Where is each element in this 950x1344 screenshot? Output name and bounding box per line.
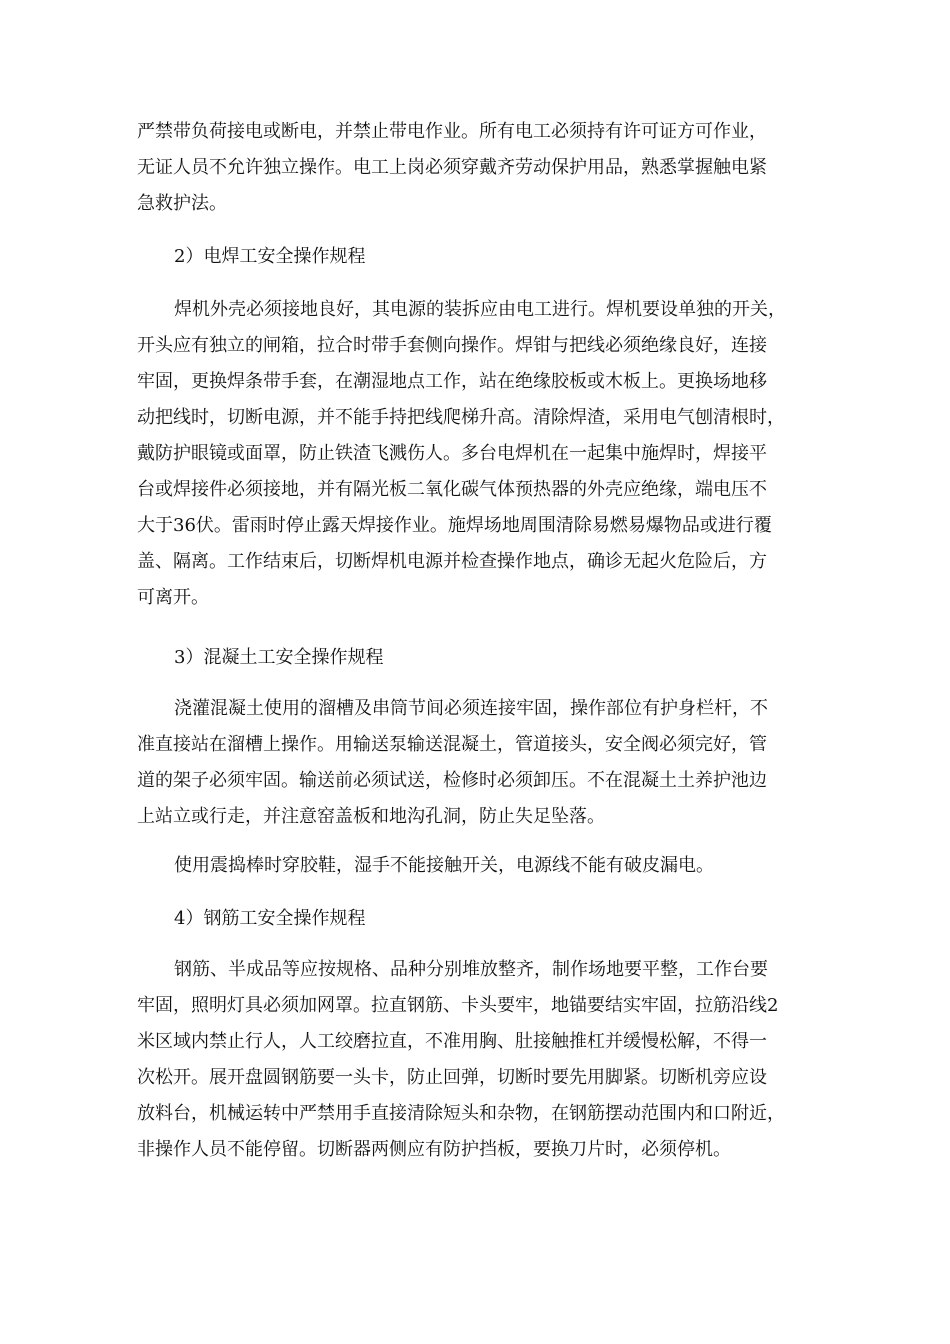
paragraph-line: 急救护法。 — [137, 193, 227, 214]
paragraph-line: 钢筋、半成品等应按规格、品种分别堆放整齐，制作场地要平整，工作台要 — [174, 959, 768, 980]
paragraph-line: 焊机外壳必须接地良好，其电源的装拆应由电工进行。焊机要设单独的开关， — [174, 299, 786, 320]
section-heading-rebar: 4）钢筋工安全操作规程 — [174, 908, 366, 929]
paragraph-line: 放料台，机械运转中严禁用手直接清除短头和杂物，在钢筋摆动范围内和口附近， — [137, 1103, 785, 1124]
paragraph-line: 可离开。 — [137, 587, 209, 608]
paragraph-line: 道的架子必须牢固。输送前必须试送，检修时必须卸压。不在混凝土土养护池边 — [137, 770, 767, 791]
paragraph-line: 牢固，更换焊条带手套，在潮湿地点工作，站在绝缘胶板或木板上。更换场地移 — [137, 371, 767, 392]
paragraph-line: 严禁带负荷接电或断电，并禁止带电作业。所有电工必须持有许可证方可作业， — [137, 121, 767, 142]
paragraph-line: 大于36伏。雷雨时停止露天焊接作业。施焊场地周围清除易燃易爆物品或进行覆 — [137, 515, 772, 536]
paragraph-line: 使用震捣棒时穿胶鞋，湿手不能接触开关，电源线不能有破皮漏电。 — [174, 855, 714, 876]
section-heading-welder: 2）电焊工安全操作规程 — [174, 246, 366, 267]
paragraph-line: 台或焊接件必须接地，并有隔光板二氧化碳气体预热器的外壳应绝缘，端电压不 — [137, 479, 767, 500]
paragraph-line: 牢固，照明灯具必须加网罩。拉直钢筋、卡头要牢，地锚要结实牢固，拉筋沿线2 — [137, 995, 779, 1016]
paragraph-line: 无证人员不允许独立操作。电工上岗必须穿戴齐劳动保护用品，熟悉掌握触电紧 — [137, 157, 767, 178]
paragraph-line: 浇灌混凝土使用的溜槽及串筒节间必须连接牢固，操作部位有护身栏杆，不 — [174, 698, 768, 719]
section-heading-concrete: 3）混凝土工安全操作规程 — [174, 647, 384, 668]
paragraph-line: 动把线时，切断电源，并不能手持把线爬梯升高。清除焊渣，采用电气刨清根时， — [137, 407, 785, 428]
paragraph-line: 次松开。展开盘圆钢筋要一头卡，防止回弹，切断时要先用脚紧。切断机旁应设 — [137, 1067, 767, 1088]
paragraph-line: 戴防护眼镜或面罩，防止铁渣飞溅伤人。多台电焊机在一起集中施焊时，焊接平 — [137, 443, 767, 464]
paragraph-line: 准直接站在溜槽上操作。用输送泵输送混凝土，管道接头，安全阀必须完好，管 — [137, 734, 767, 755]
paragraph-line: 米区域内禁止行人，人工绞磨拉直，不准用胸、肚接触推杠并缓慢松解，不得一 — [137, 1031, 767, 1052]
paragraph-line: 上站立或行走，并注意窑盖板和地沟孔洞，防止失足坠落。 — [137, 806, 605, 827]
paragraph-line: 盖、隔离。工作结束后，切断焊机电源并检查操作地点，确诊无起火危险后，方 — [137, 551, 767, 572]
paragraph-line: 开头应有独立的闸箱，拉合时带手套侧向操作。焊钳与把线必须绝缘良好，连接 — [137, 335, 767, 356]
paragraph-line: 非操作人员不能停留。切断器两侧应有防护挡板，要换刀片时，必须停机。 — [137, 1139, 731, 1160]
